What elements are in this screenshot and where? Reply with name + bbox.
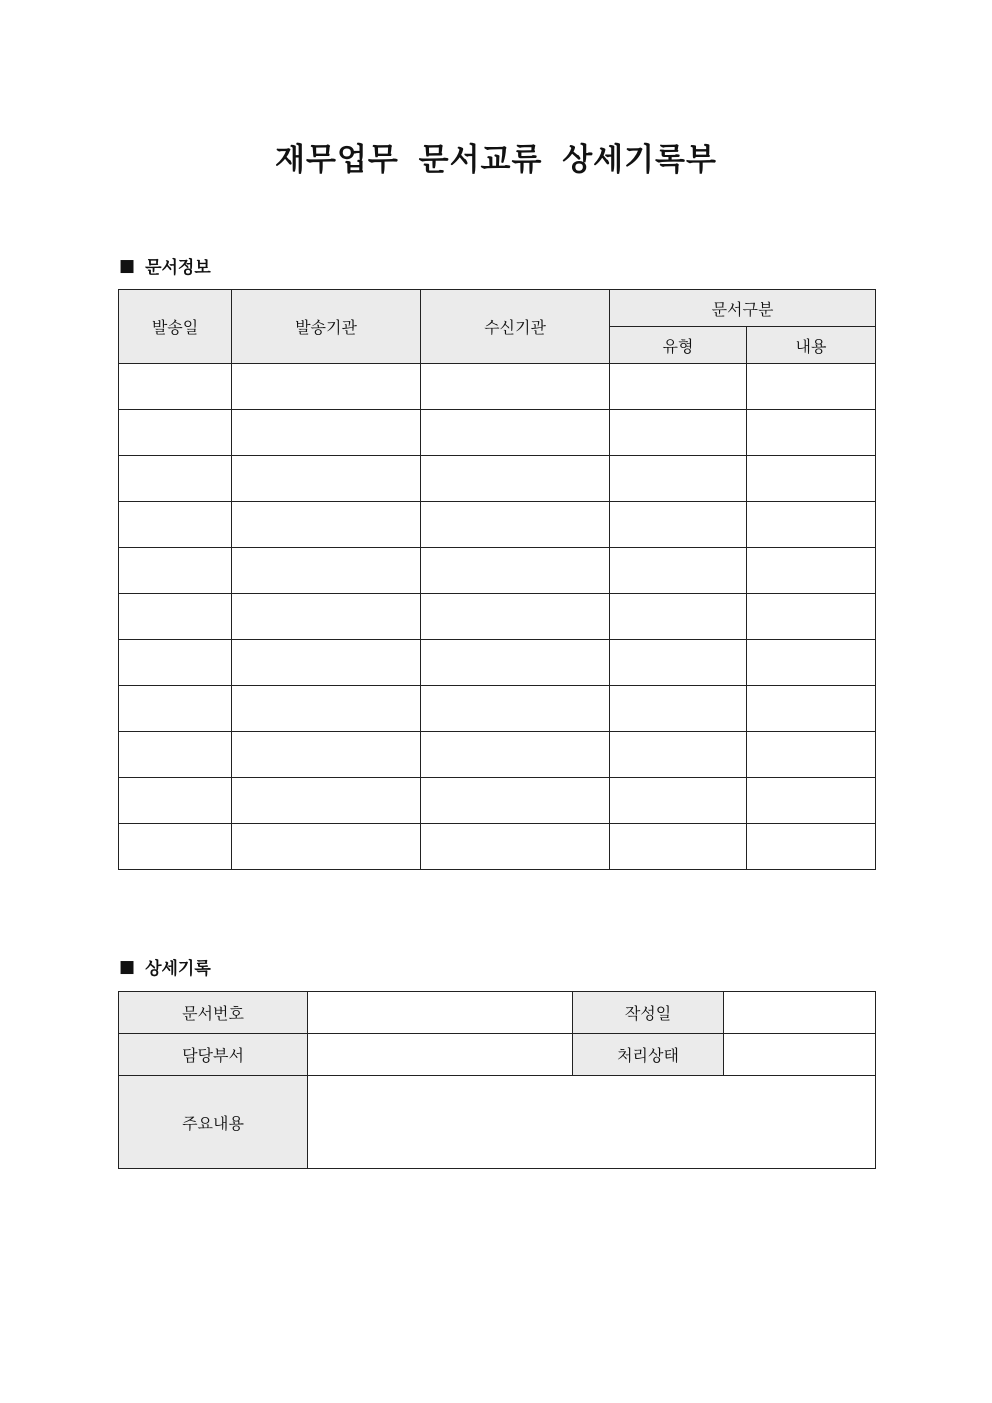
field-document-number[interactable] xyxy=(308,992,573,1034)
cell-sender[interactable] xyxy=(232,640,421,686)
table-row xyxy=(119,778,876,824)
cell-send-date[interactable] xyxy=(119,732,232,778)
cell-type[interactable] xyxy=(610,456,747,502)
cell-content[interactable] xyxy=(747,686,876,732)
cell-send-date[interactable] xyxy=(119,502,232,548)
cell-sender[interactable] xyxy=(232,548,421,594)
table-row xyxy=(119,410,876,456)
header-sender: 발송기관 xyxy=(232,290,421,364)
cell-content[interactable] xyxy=(747,456,876,502)
cell-sender[interactable] xyxy=(232,410,421,456)
cell-sender[interactable] xyxy=(232,364,421,410)
cell-sender[interactable] xyxy=(232,594,421,640)
header-content: 내용 xyxy=(747,327,876,364)
label-department: 담당부서 xyxy=(119,1034,308,1076)
cell-receiver[interactable] xyxy=(421,594,610,640)
cell-content[interactable] xyxy=(747,502,876,548)
cell-type[interactable] xyxy=(610,548,747,594)
section-heading-label: 문서정보 xyxy=(145,258,211,278)
field-processing-status[interactable] xyxy=(724,1034,876,1076)
label-main-content: 주요내용 xyxy=(119,1076,308,1169)
cell-receiver[interactable] xyxy=(421,502,610,548)
field-written-date[interactable] xyxy=(724,992,876,1034)
header-send-date: 발송일 xyxy=(119,290,232,364)
table-row xyxy=(119,456,876,502)
table-row xyxy=(119,686,876,732)
section-heading-label: 상세기록 xyxy=(145,959,211,979)
square-bullet-icon: ■ xyxy=(119,255,136,276)
cell-type[interactable] xyxy=(610,824,747,870)
cell-receiver[interactable] xyxy=(421,456,610,502)
cell-type[interactable] xyxy=(610,410,747,456)
table-row xyxy=(119,548,876,594)
table-row xyxy=(119,640,876,686)
cell-send-date[interactable] xyxy=(119,778,232,824)
table-row xyxy=(119,594,876,640)
cell-send-date[interactable] xyxy=(119,456,232,502)
cell-sender[interactable] xyxy=(232,686,421,732)
detail-record-table xyxy=(118,991,876,1169)
table-row xyxy=(119,502,876,548)
cell-content[interactable] xyxy=(747,548,876,594)
label-document-number: 문서번호 xyxy=(119,992,308,1034)
cell-receiver[interactable] xyxy=(421,640,610,686)
page-title: 재무업무 문서교류 상세기록부 xyxy=(275,142,717,178)
cell-type[interactable] xyxy=(610,686,747,732)
cell-content[interactable] xyxy=(747,778,876,824)
square-bullet-icon: ■ xyxy=(119,956,136,977)
cell-receiver[interactable] xyxy=(421,824,610,870)
cell-send-date[interactable] xyxy=(119,824,232,870)
table-row xyxy=(119,824,876,870)
cell-content[interactable] xyxy=(747,824,876,870)
cell-sender[interactable] xyxy=(232,456,421,502)
cell-content[interactable] xyxy=(747,732,876,778)
cell-type[interactable] xyxy=(610,364,747,410)
cell-receiver[interactable] xyxy=(421,548,610,594)
label-processing-status: 처리상태 xyxy=(573,1034,724,1076)
cell-receiver[interactable] xyxy=(421,410,610,456)
cell-content[interactable] xyxy=(747,594,876,640)
cell-type[interactable] xyxy=(610,778,747,824)
cell-type[interactable] xyxy=(610,594,747,640)
cell-receiver[interactable] xyxy=(421,364,610,410)
section-heading-document-info xyxy=(119,253,211,278)
cell-send-date[interactable] xyxy=(119,594,232,640)
cell-receiver[interactable] xyxy=(421,732,610,778)
table-row xyxy=(119,732,876,778)
table-row xyxy=(119,364,876,410)
cell-receiver[interactable] xyxy=(421,686,610,732)
cell-type[interactable] xyxy=(610,502,747,548)
cell-content[interactable] xyxy=(747,364,876,410)
cell-send-date[interactable] xyxy=(119,686,232,732)
cell-content[interactable] xyxy=(747,410,876,456)
cell-sender[interactable] xyxy=(232,502,421,548)
header-receiver: 수신기관 xyxy=(421,290,610,364)
field-main-content[interactable] xyxy=(308,1076,876,1169)
cell-send-date[interactable] xyxy=(119,410,232,456)
document-info-rows xyxy=(119,364,876,870)
cell-sender[interactable] xyxy=(232,824,421,870)
header-type: 유형 xyxy=(610,327,747,364)
document-info-table xyxy=(118,289,876,870)
cell-send-date[interactable] xyxy=(119,640,232,686)
section-heading-detail-record xyxy=(119,954,211,979)
cell-sender[interactable] xyxy=(232,778,421,824)
cell-send-date[interactable] xyxy=(119,364,232,410)
field-department[interactable] xyxy=(308,1034,573,1076)
cell-type[interactable] xyxy=(610,732,747,778)
cell-type[interactable] xyxy=(610,640,747,686)
label-written-date: 작성일 xyxy=(573,992,724,1034)
cell-content[interactable] xyxy=(747,640,876,686)
cell-send-date[interactable] xyxy=(119,548,232,594)
cell-sender[interactable] xyxy=(232,732,421,778)
cell-receiver[interactable] xyxy=(421,778,610,824)
header-document-category: 문서구분 xyxy=(610,290,876,327)
